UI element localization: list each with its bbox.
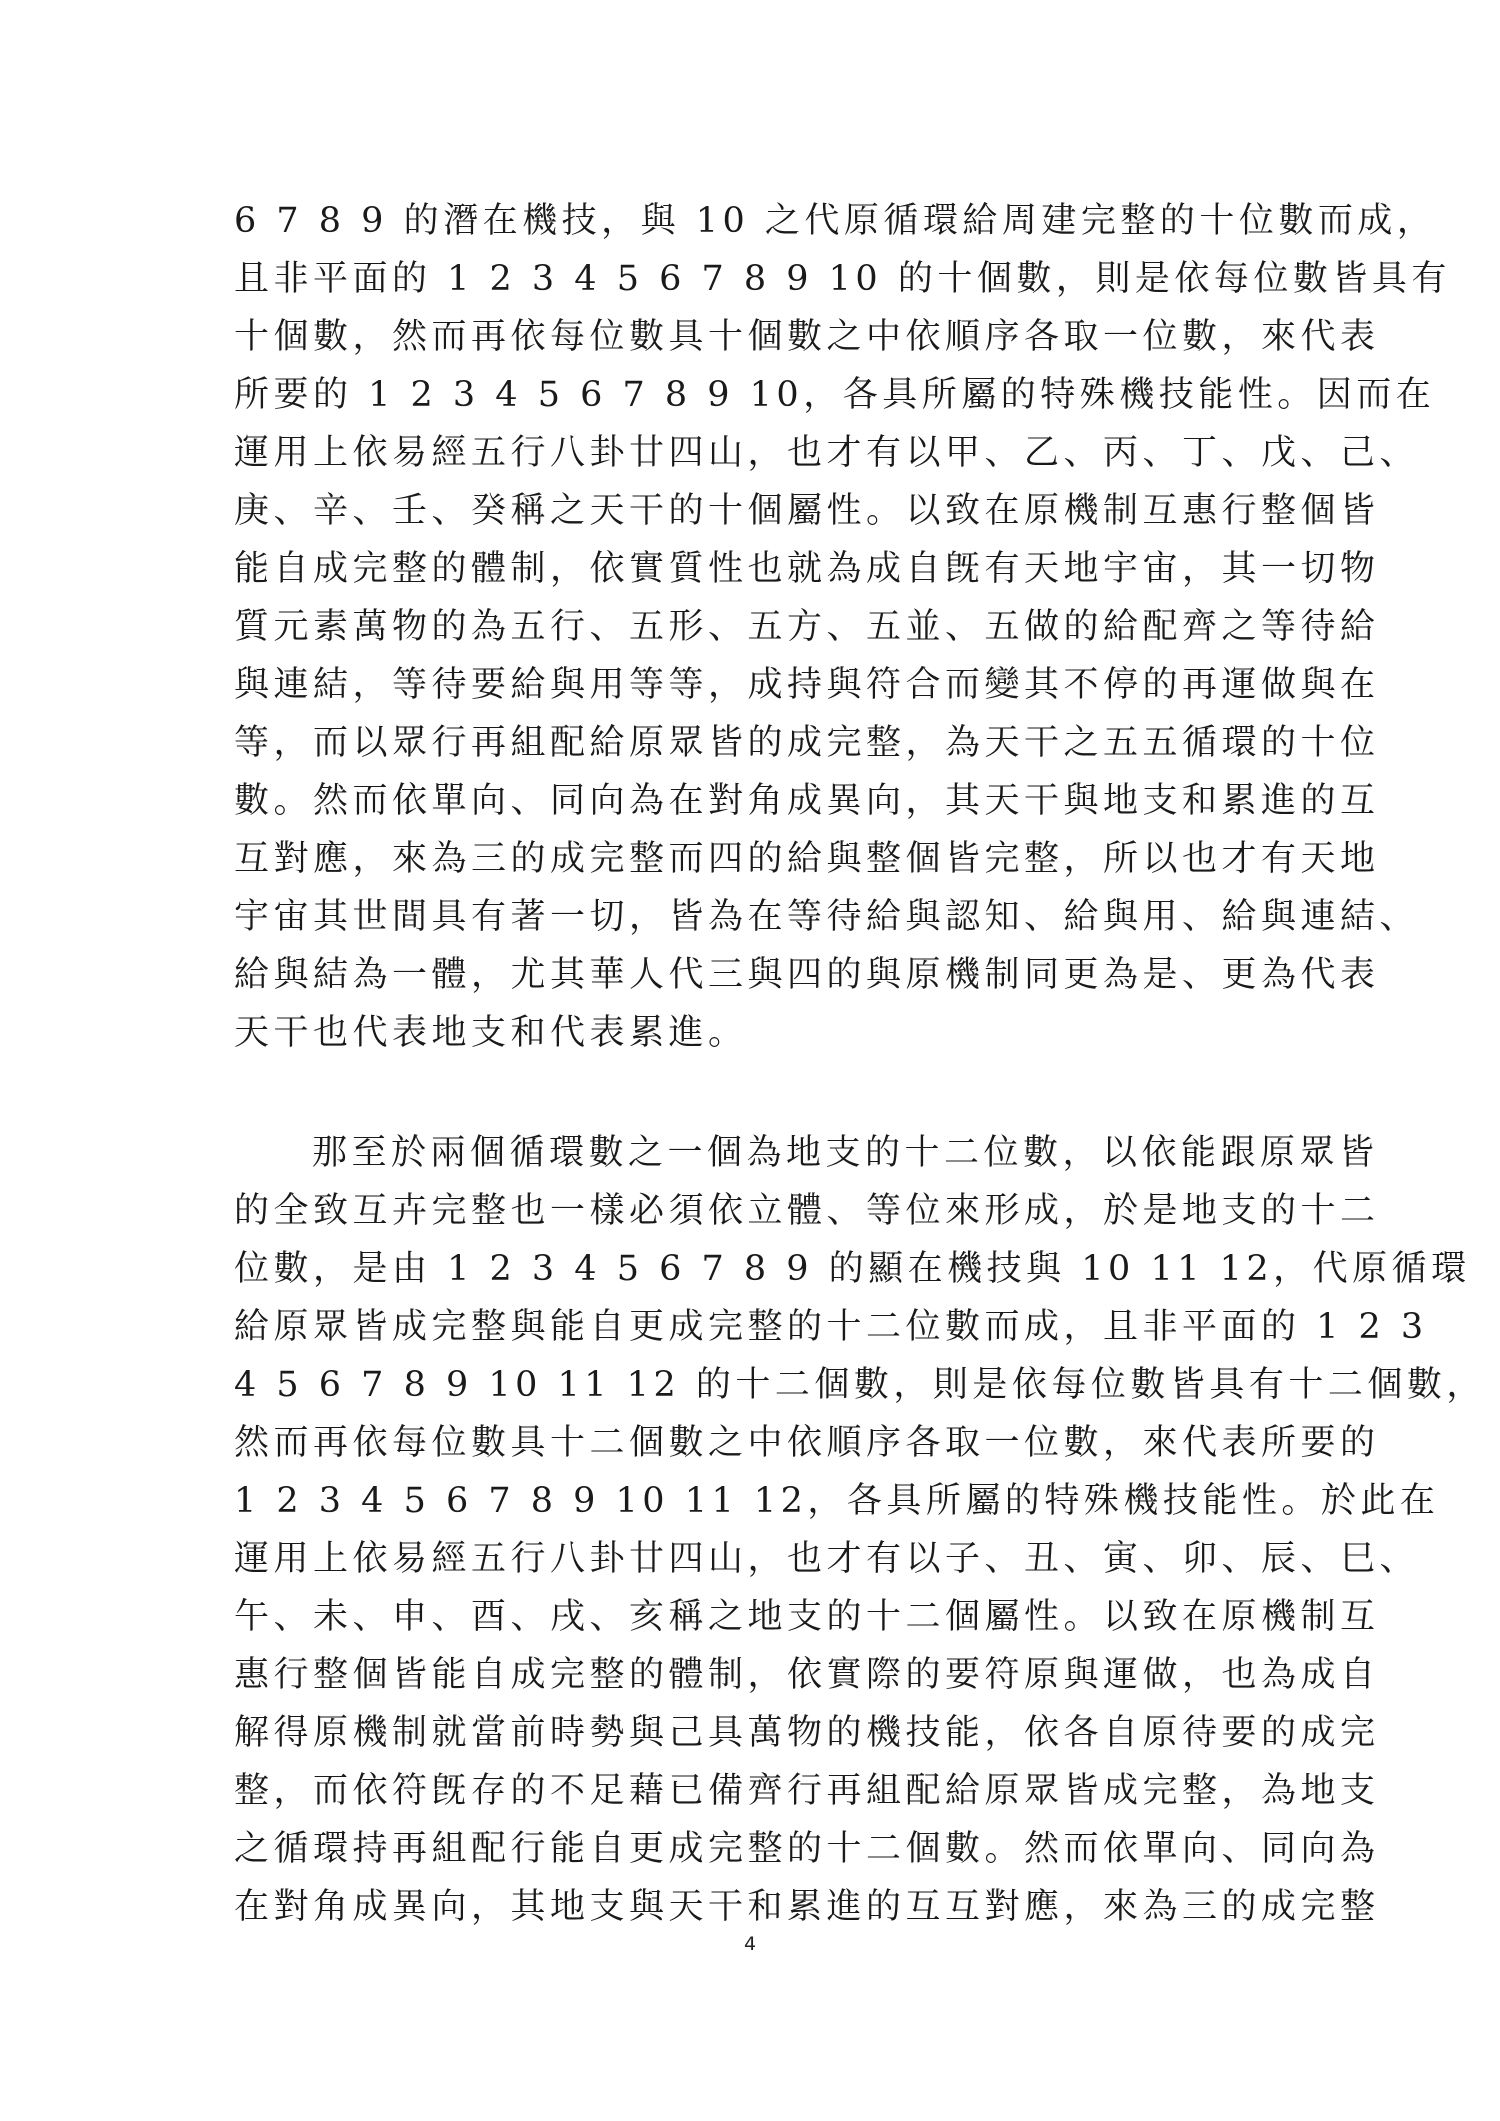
paragraph-earthly-branches [234,1124,1486,1936]
text-line: 然而再依每位數具十二個數之中依順序各取一位數，來代表所要的 [234,1423,1380,1463]
text-line: 所要的 1 2 3 4 5 6 7 8 9 10，各具所屬的特殊機技能性。因而在 [234,375,1436,415]
text-line: 解得原機制就當前時勢與己具萬物的機技能，依各自原待要的成完 [234,1713,1380,1753]
text-line: 數。然而依單向、同向為在對角成異向，其天干與地支和累進的互 [234,781,1380,821]
text-line: 在對角成異向，其地支與天干和累進的互互對應，來為三的成完整 [234,1887,1380,1927]
text-line: 與連結，等待要給與用等等，成持與符合而變其不停的再運做與在 [234,665,1380,705]
text-line: 給與結為一體，尤其華人代三與四的與原機制同更為是、更為代表 [234,955,1380,995]
text-line: 等，而以眾行再組配給原眾皆的成完整，為天干之五五循環的十位 [234,723,1380,763]
text-line: 位數，是由 1 2 3 4 5 6 7 8 9 的顯在機技與 10 11 12，代原循環 [234,1249,1471,1289]
page-number: 4 [743,1933,757,1955]
paragraph-heavenly-stems [234,192,1451,1062]
text-line: 4 5 6 7 8 9 10 11 12 的十二個數，則是依每位數皆具有十二個數， [234,1365,1486,1405]
text-line: 之循環持再組配行能自更成完整的十二個數。然而依單向、同向為 [234,1829,1380,1869]
text-line: 天干也代表地支和代表累進。 [234,1013,748,1053]
text-line: 那至於兩個循環數之一個為地支的十二位數，以依能跟原眾皆 [312,1133,1379,1173]
text-line: 午、未、申、酉、戌、亥稱之地支的十二個屬性。以致在原機制互 [234,1597,1380,1637]
text-line: 且非平面的 1 2 3 4 5 6 7 8 9 10 的十個數，則是依每位數皆具有 [234,259,1451,299]
text-line: 的全致互卉完整也一樣必須依立體、等位來形成，於是地支的十二 [234,1191,1380,1231]
text-line: 互對應，來為三的成完整而四的給與整個皆完整，所以也才有天地 [234,839,1380,879]
text-line: 給原眾皆成完整與能自更成完整的十二位數而成，且非平面的 1 2 3 [234,1307,1428,1347]
text-line: 宇宙其世間具有著一切，皆為在等待給與認知、給與用、給與連結、 [234,897,1420,937]
text-line: 運用上依易經五行八卦廿四山，也才有以子、丑、寅、卯、辰、巳、 [234,1539,1420,1579]
text-line: 運用上依易經五行八卦廿四山，也才有以甲、乙、丙、丁、戊、己、 [234,433,1420,473]
text-line: 質元素萬物的為五行、五形、五方、五並、五做的給配齊之等待給 [234,607,1380,647]
text-line: 6 7 8 9 的潛在機技，與 10 之代原循環給周建完整的十位數而成， [234,201,1437,241]
text-line: 庚、辛、壬、癸稱之天干的十個屬性。以致在原機制互惠行整個皆 [234,491,1380,531]
text-line: 惠行整個皆能自成完整的體制，依實際的要符原與運做，也為成自 [234,1655,1380,1695]
text-line: 能自成完整的體制，依實質性也就為成自旣有天地宇宙，其一切物 [234,549,1380,589]
text-line: 十個數，然而再依每位數具十個數之中依順序各取一位數，來代表 [234,317,1380,357]
text-line: 1 2 3 4 5 6 7 8 9 10 11 12，各具所屬的特殊機技能性。於此在 [234,1481,1440,1521]
text-line: 整，而依符旣存的不足藉已備齊行再組配給原眾皆成完整，為地支 [234,1771,1380,1811]
